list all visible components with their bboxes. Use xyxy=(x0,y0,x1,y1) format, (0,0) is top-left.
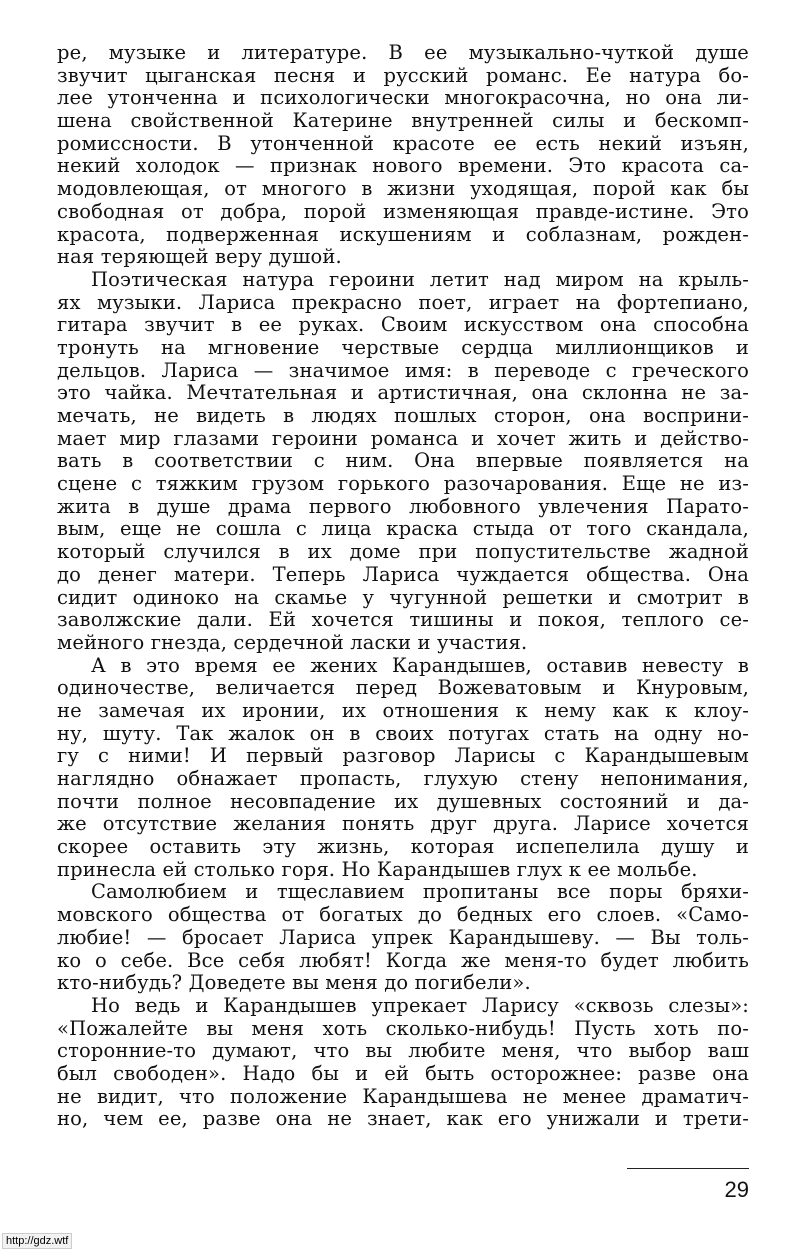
text-line: дельцов. Лариса — значимое имя: в переводе с греческого xyxy=(57,358,749,382)
text-line: но, чем ее, разве она не знает, как его унижали и трети- xyxy=(57,1107,749,1131)
text-line: мейного гнезда, сердечной ласки и участия. xyxy=(57,630,528,654)
text-line: ромиссности. В утонченной красоте ее есть некий изъян, xyxy=(57,131,749,155)
text-line: мовского общества от богатых до бедных его слоев. «Само- xyxy=(57,903,749,927)
text-line: сторонние-то думают, что вы любите меня, что выбор ваш xyxy=(57,1039,749,1063)
text-line: мечать, не видеть в людях пошлых сторон, она восприни- xyxy=(57,404,749,427)
text-line: же отсутствие желания понять друг друга. Ларисе хочется xyxy=(57,812,749,836)
text-line: свободная от добра, порой изменяющая правде-истине. Это xyxy=(57,199,749,223)
text-line: принесла ей столько горя. Но Карандышев глух к ее мольбе. xyxy=(57,857,698,881)
text-line: тронуть на мгновение черствые сердца миллионщиков и xyxy=(57,335,749,359)
text-line: некий холодок — признак нового времени. Это красота са- xyxy=(57,154,749,178)
text-line: кто-нибудь? Доведете вы меня до погибели». xyxy=(57,971,531,995)
text-line: лее утонченна и психологически многокрасочна, но она ли- xyxy=(57,86,749,110)
page-number: 29 xyxy=(724,1177,749,1202)
text-line: красота, подверженная искушениям и соблазнам, рожден- xyxy=(57,222,749,246)
text-line: сидит одиноко на скамье у чугунной решетки и смотрит в xyxy=(57,585,749,609)
text-line: вым, еще не сошла с лица краска стыда от того скандала, xyxy=(57,517,749,541)
text-line: Самолюбием и тщеславием пропитаны все поры бряхи- xyxy=(91,880,749,904)
page-body xyxy=(57,42,749,1131)
text-line: ная теряющей веру душой. xyxy=(57,245,342,269)
text-line: гитара звучит в ее руках. Своим искусством она способна xyxy=(57,313,749,337)
text-line: это чайка. Мечтательная и артистичная, она склонна не за- xyxy=(57,381,749,405)
text-line: шена свойственной Катерине внутренней силы и бескомп- xyxy=(57,109,749,133)
text-line: скорее оставить эту жизнь, которая испепелила душу и xyxy=(57,835,749,859)
text-line: до денег матери. Теперь Лариса чуждается общества. Она xyxy=(57,562,749,586)
text-line: вать в соответствии с ним. Она впервые появляется на xyxy=(57,449,749,473)
text-line: ре, музыке и литературе. В ее музыкально-чуткой душе xyxy=(57,41,749,64)
text-line: модовлеющая, от многого в жизни уходящая, порой как бы xyxy=(57,177,749,201)
text-line: ну, шуту. Так жалок он в своих потугах стать на одну но- xyxy=(57,721,749,745)
watermark-link[interactable]: http://gdz.wtf xyxy=(2,1233,72,1249)
text-line: звучит цыганская песня и русский романс. Ее натура бо- xyxy=(57,63,749,87)
text-line: Но ведь и Карандышев упрекает Ларису «сквозь слезы»: xyxy=(91,993,749,1017)
text-line: А в это время ее жених Карандышев, оставив невесту в xyxy=(91,653,749,677)
text-line: ях музыки. Лариса прекрасно поет, играет на фортепиано, xyxy=(57,290,749,314)
text-line: Поэтическая натура героини летит над миром на крыль- xyxy=(91,267,749,291)
text-line: любие! — бросает Лариса упрек Карандышеву. — Вы толь- xyxy=(57,925,749,949)
text-line: ко о себе. Все себя любят! Когда же меня-то будет любить xyxy=(57,948,749,972)
text-line: заволжские дали. Ей хочется тишины и покоя, теплого се- xyxy=(57,608,749,632)
text-line: который случился в их доме при попустительстве жадной xyxy=(57,540,749,564)
text-line: был свободен». Надо бы и ей быть осторожнее: разве она xyxy=(57,1061,749,1085)
text-line: почти полное несовпадение их душевных состояний и да- xyxy=(57,789,749,813)
text-line: не замечая их иронии, их отношения к нему как к клоу- xyxy=(57,698,749,722)
text-line: сцене с тяжким грузом горького разочарования. Еще не из- xyxy=(57,472,749,496)
text-line: наглядно обнажает пропасть, глухую стену непонимания, xyxy=(57,767,749,790)
text-line: мает мир глазами героини романса и хочет жить и действо- xyxy=(57,426,749,450)
text-line: жита в душе драма первого любовного увлечения Парато- xyxy=(57,494,749,518)
text-line: гу с ними! И первый разговор Ларисы с Карандышевым xyxy=(57,744,749,768)
text-line: одиночестве, величается перед Вожеватовым и Кнуровым, xyxy=(57,676,749,700)
footer-rule xyxy=(627,1168,749,1169)
text-line: «Пожалейте вы меня хоть сколько-нибудь! Пусть хоть по- xyxy=(57,1016,749,1040)
text-line: не видит, что положение Карандышева не менее драматич- xyxy=(57,1084,749,1108)
